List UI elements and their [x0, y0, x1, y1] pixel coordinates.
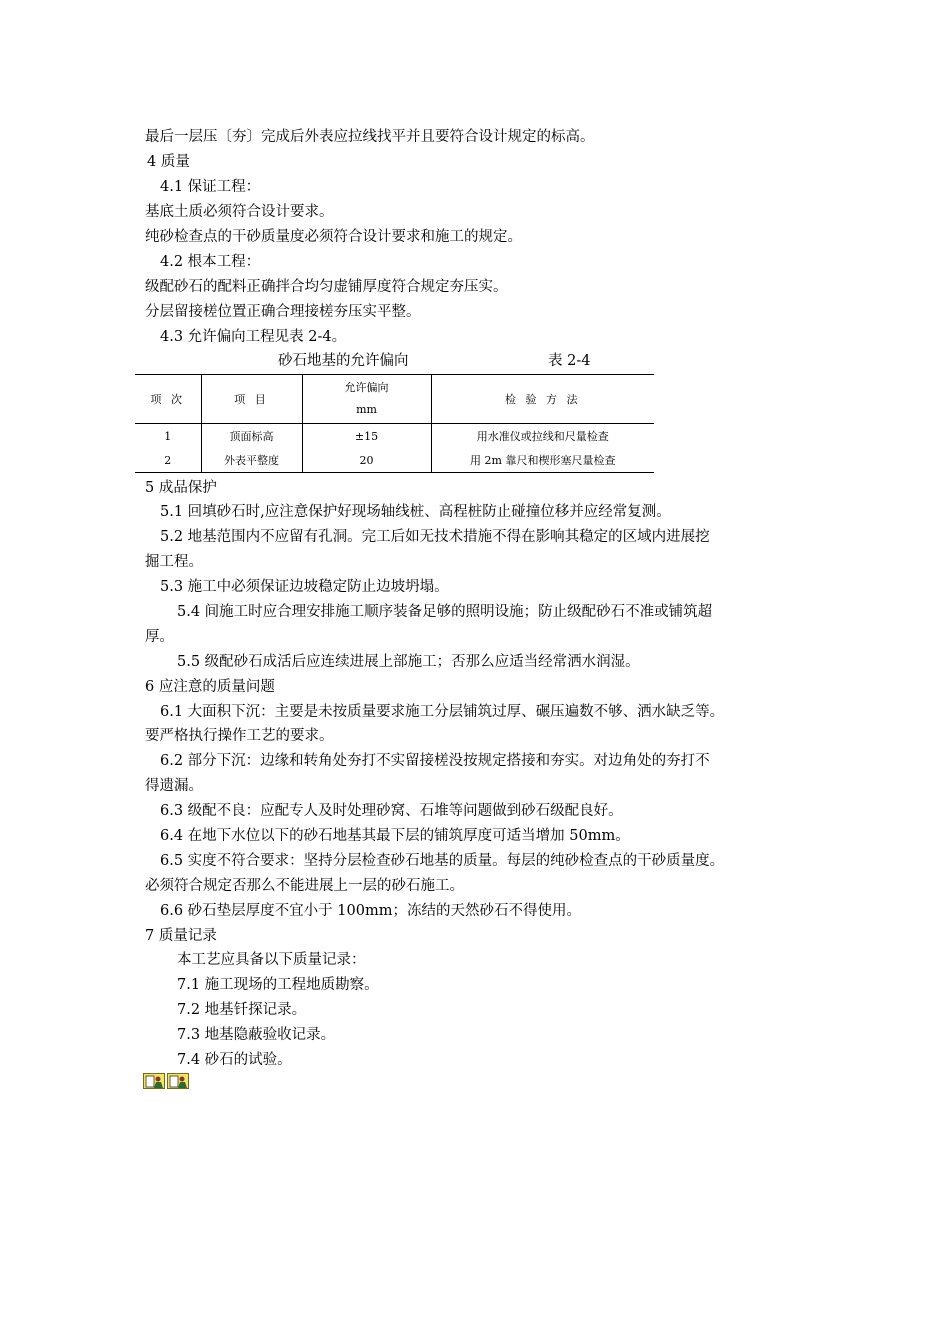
table-number: 表 2-4 — [548, 353, 591, 369]
paragraph-line: 5.2 地基范围内不应留有孔洞。完工后如无技术措施不得在影响其稳定的区域内进展挖 — [160, 529, 710, 545]
paragraph-line: 6.1 大面积下沉：主要是未按质量要求施工分层铺筑过厚、碾压遍数不够、洒水缺乏等。 — [160, 704, 725, 720]
paragraph-line: 5.1 回填砂石时,应注意保护好现场轴线桩、高程桩防止碰撞位移并应经常复测。 — [160, 504, 671, 520]
cell-method: 用水准仪或拉线和尺量检查 — [431, 424, 654, 449]
section-heading: 5 成品保护 — [145, 480, 217, 496]
table-header-row — [135, 375, 654, 424]
paragraph-line: 6.4 在地下水位以下的砂石地基其最下层的铺筑厚度可适当增加 50mm。 — [160, 828, 630, 844]
list-item: 7.1 施工现场的工程地质勘察。 — [177, 977, 379, 993]
paragraph-line: 基底土质必须符合设计要求。 — [145, 204, 334, 220]
cell-no: 1 — [135, 424, 201, 449]
table-row — [135, 424, 654, 449]
section-heading: 6 应注意的质量问题 — [145, 679, 275, 695]
header-method: 检 验 方 法 — [431, 375, 654, 424]
header-no: 项 次 — [135, 375, 201, 424]
paragraph-line: 6.2 部分下沉：边缘和转角处夯打不实留接槎没按规定搭接和夯实。对边角处的夯打不 — [160, 753, 710, 769]
document-person-icon — [143, 1073, 165, 1089]
paragraph-line: 5.4 间施工时应合理安排施工顺序装备足够的照明设施；防止级配砂石不准或铺筑超 — [177, 604, 713, 620]
paragraph-line: 厚。 — [145, 629, 174, 645]
header-item: 项 目 — [201, 375, 302, 424]
section-heading: 4 质量 — [147, 154, 190, 170]
paragraph-line: 6.6 砂石垫层厚度不宜小于 100mm；冻结的天然砂石不得使用。 — [160, 903, 581, 919]
embedded-icons — [143, 1073, 193, 1091]
cell-item: 顶面标高 — [201, 424, 302, 449]
cell-method: 用 2m 靠尺和楔形塞尺量检查 — [431, 448, 654, 473]
subsection-heading: 4.2 根本工程： — [160, 254, 261, 270]
paragraph-line: 5.3 施工中必须保证边坡稳定防止边坡坍塌。 — [160, 579, 449, 595]
paragraph-line: 最后一层压〔夯〕完成后外表应拉线找平并且要符合设计规定的标高。 — [145, 129, 595, 145]
list-item: 7.2 地基钎探记录。 — [177, 1002, 307, 1018]
paragraph-line: 掘工程。 — [145, 554, 203, 570]
header-tolerance: 允许偏向 mm — [302, 375, 431, 424]
paragraph-line: 6.3 级配不良：应配专人及时处理砂窝、石堆等问题做到砂石级配良好。 — [160, 803, 623, 819]
table-row — [135, 448, 654, 473]
paragraph-line: 得遗漏。 — [145, 778, 203, 794]
cell-tolerance: ±15 — [302, 424, 431, 449]
paragraph-line: 5.5 级配砂石成活后应连续进展上部施工；否那么应适当经常洒水润湿。 — [177, 654, 640, 670]
paragraph-line: 分层留接槎位置正确合理接槎夯压实平整。 — [145, 304, 421, 320]
cell-tolerance: 20 — [302, 448, 431, 473]
document-person-icon — [167, 1073, 189, 1089]
section-heading: 7 质量记录 — [145, 928, 217, 944]
list-item: 7.3 地基隐蔽验收记录。 — [177, 1027, 336, 1043]
cell-item: 外表平整度 — [201, 448, 302, 473]
subsection-heading: 4.1 保证工程： — [160, 179, 261, 195]
paragraph-line: 本工艺应具备以下质量记录： — [177, 952, 366, 968]
paragraph-line: 必须符合规定否那么不能进展上一层的砂石施工。 — [145, 878, 464, 894]
subsection-heading: 4.3 允许偏向工程见表 2-4。 — [160, 329, 347, 345]
paragraph-line: 要严格执行操作工艺的要求。 — [145, 728, 334, 744]
cell-no: 2 — [135, 448, 201, 473]
paragraph-line: 级配砂石的配料正确拌合均匀虚铺厚度符合规定夯压实。 — [145, 279, 508, 295]
list-item: 7.4 砂石的试验。 — [177, 1052, 292, 1068]
paragraph-line: 6.5 实度不符合要求：坚持分层检查砂石地基的质量。每层的纯砂检查点的干砂质量度。 — [160, 853, 725, 869]
paragraph-line: 纯砂检查点的干砂质量度必须符合设计要求和施工的规定。 — [145, 229, 522, 245]
deviation-table — [135, 374, 654, 473]
table-title: 砂石地基的允许偏向 — [278, 353, 409, 369]
